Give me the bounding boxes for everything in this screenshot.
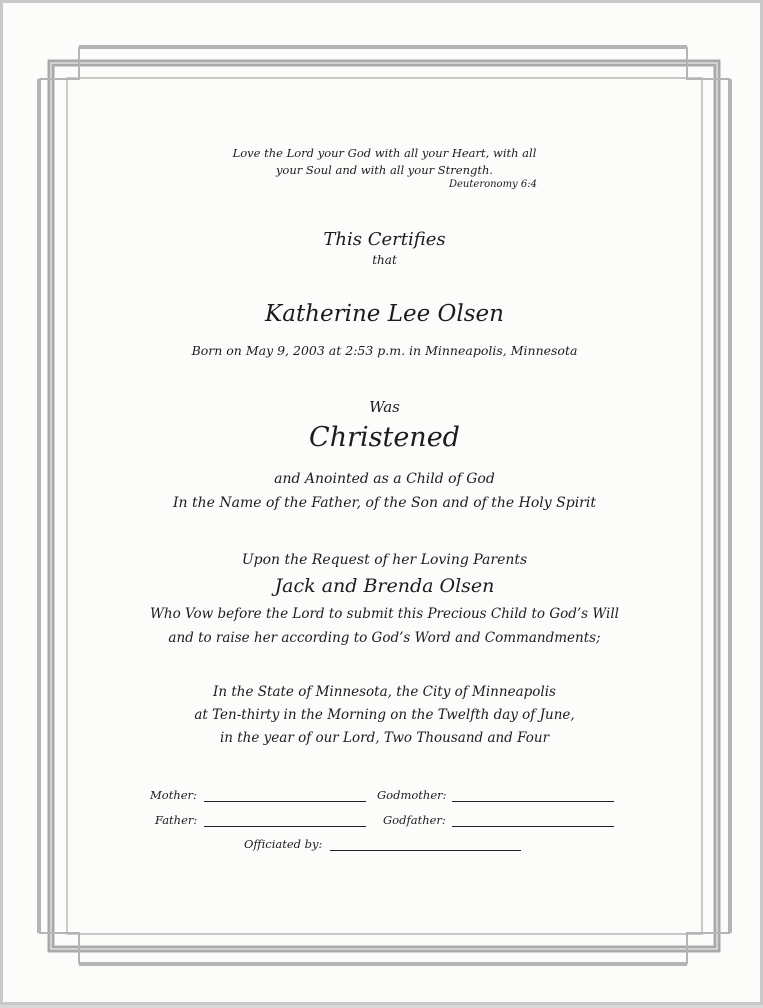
verse-line-1: Love the Lord your God with all your Heart, with all (232, 146, 537, 160)
officiant-signature-line (330, 850, 521, 851)
christened-heading: Christened (309, 422, 460, 453)
birth-details: Born on May 9, 2003 at 2:53 p.m. in Minneapolis, Minnesota (191, 343, 578, 358)
was-text: Was (369, 398, 400, 416)
godfather-label: Godfather: (383, 813, 446, 827)
vow-line-2: and to raise her according to God’s Word and Commandments; (168, 630, 601, 646)
officiated-label: Officiated by: (244, 837, 323, 851)
that-text: that (372, 253, 397, 267)
upon-request-line: Upon the Request of her Loving Parents (241, 552, 528, 568)
vow-line-1: Who Vow before the Lord to submit this Precious Child to God’s Will (150, 606, 619, 622)
child-name: Katherine Lee Olsen (265, 301, 504, 327)
mother-label: Mother: (150, 788, 197, 802)
this-certifies-heading: This Certifies (323, 229, 446, 250)
godfather-signature-line (452, 826, 614, 827)
place-line-1: In the State of Minnesota, the City of Minneapolis (213, 684, 556, 700)
godmother-label: Godmother: (377, 788, 447, 802)
father-signature-line (204, 826, 366, 827)
place-line-2: at Ten-thirty in the Morning on the Twelfth day of June, (194, 707, 575, 723)
father-label: Father: (155, 813, 198, 827)
place-line-3: in the year of our Lord, Two Thousand and Four (219, 730, 550, 746)
verse-reference: Deuteronomy 6:4 (449, 179, 537, 190)
parents-names: Jack and Brenda Olsen (274, 575, 495, 597)
mother-signature-line (204, 801, 366, 802)
holy-trinity-line: In the Name of the Father, of the Son and of the Holy Spirit (173, 495, 596, 511)
verse-line-2: your Soul and with all your Strength. (275, 163, 494, 177)
anointed-line: and Anointed as a Child of God (274, 471, 495, 487)
godmother-signature-line (452, 801, 614, 802)
